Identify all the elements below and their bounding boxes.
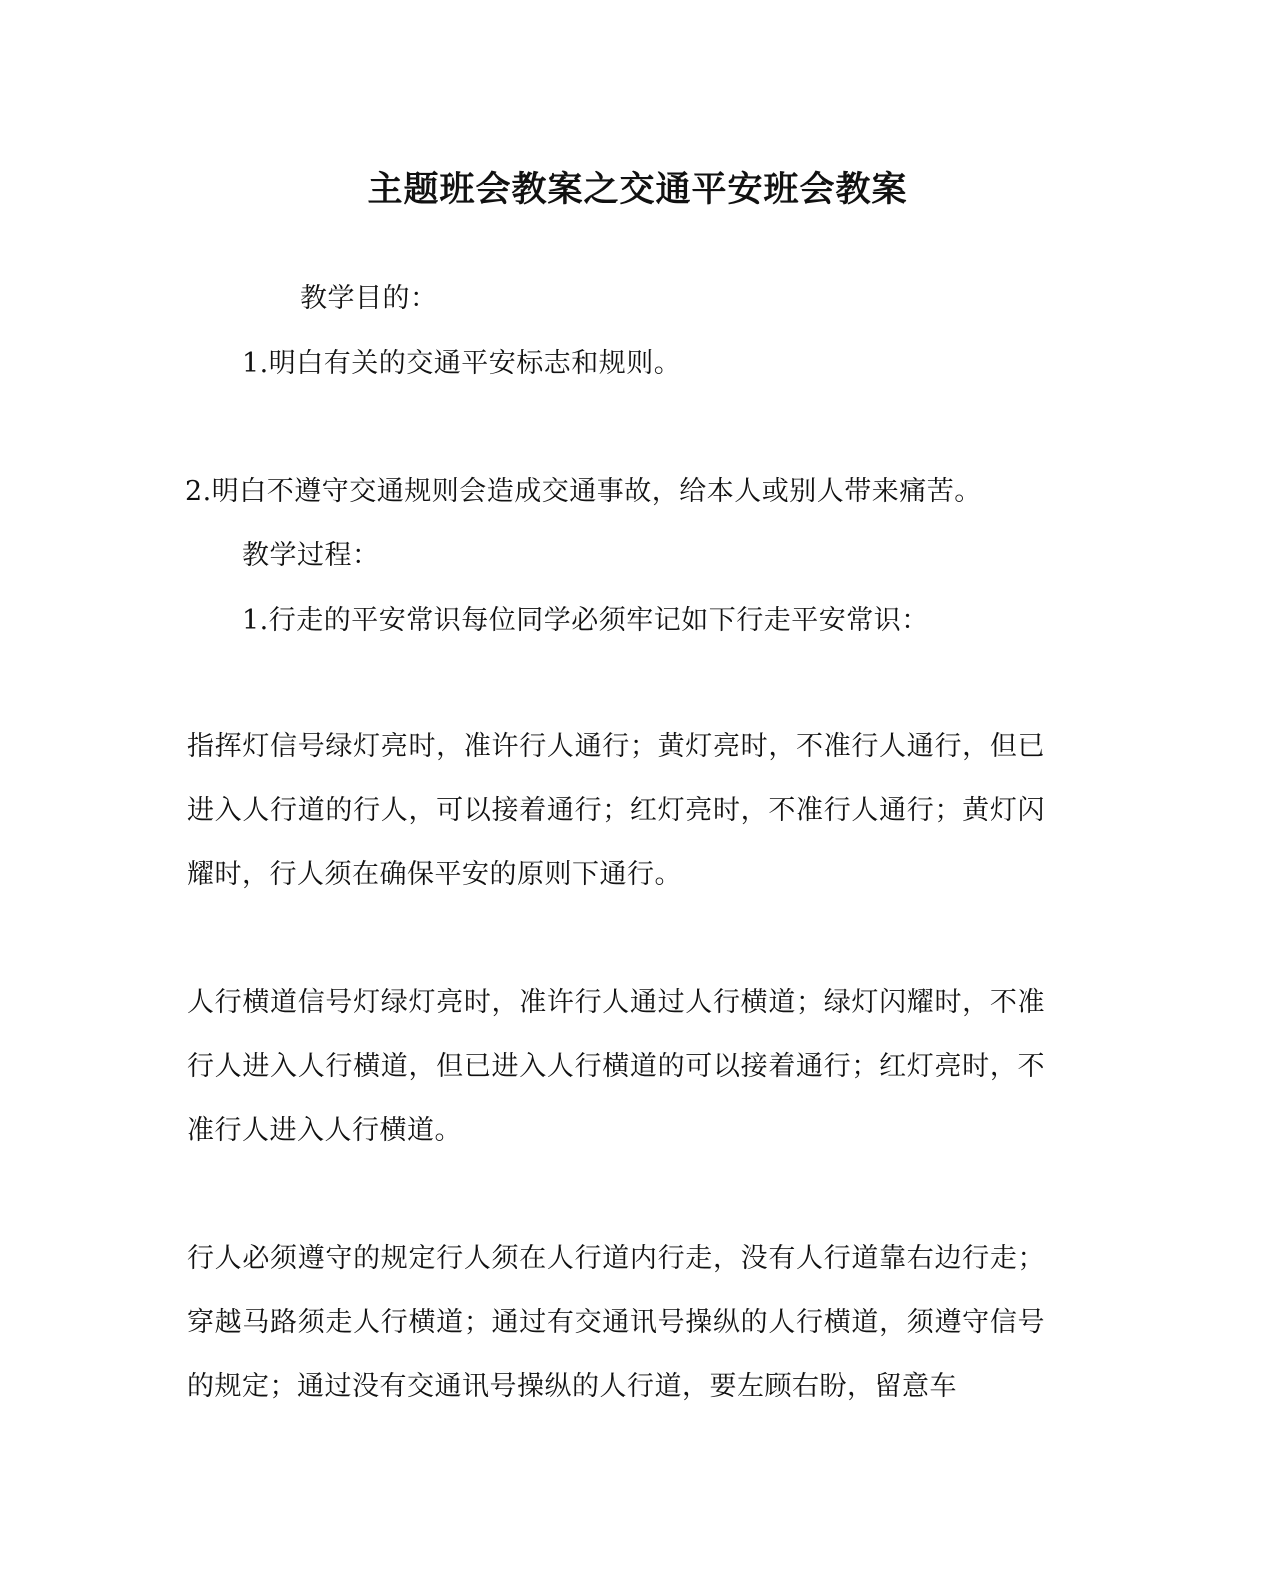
heading-objectives: 教学目的：: [300, 283, 438, 314]
objective-item-2: 2.明白不遵守交通规则会造成交通事故，给本人或别人带来痛苦。: [185, 476, 982, 507]
paragraph-pedestrian-rules: 行人必须遵守的规定行人须在人行道内行走，没有人行道靠右边行走；穿越马路须走人行横道；通过有交通讯号操纵的人行横道，须遵守信号的规定；通过没有交通讯号操纵的人行道，要左顾右盼，留意车: [187, 1243, 1045, 1402]
paragraph-signal-lights: 指挥灯信号绿灯亮时，准许行人通行；黄灯亮时，不准行人通行，但已进入人行道的行人，可以接着通行；红灯亮时，不准行人通行；黄灯闪耀时，行人须在确保平安的原则下通行。: [187, 731, 1045, 890]
heading-process: 教学过程：: [242, 540, 380, 571]
document-title: 主题班会教案之交通平安班会教案: [367, 169, 908, 210]
process-item-1: 1.行走的平安常识每位同学必须牢记如下行走平安常识：: [242, 605, 929, 636]
objective-item-1: 1.明白有关的交通平安标志和规则。: [242, 348, 682, 379]
paragraph-crosswalk-lights: 人行横道信号灯绿灯亮时，准许行人通过人行横道；绿灯闪耀时，不准行人进入人行横道，但已进入人行横道的可以接着通行；红灯亮时，不准行人进入人行横道。: [187, 987, 1045, 1146]
